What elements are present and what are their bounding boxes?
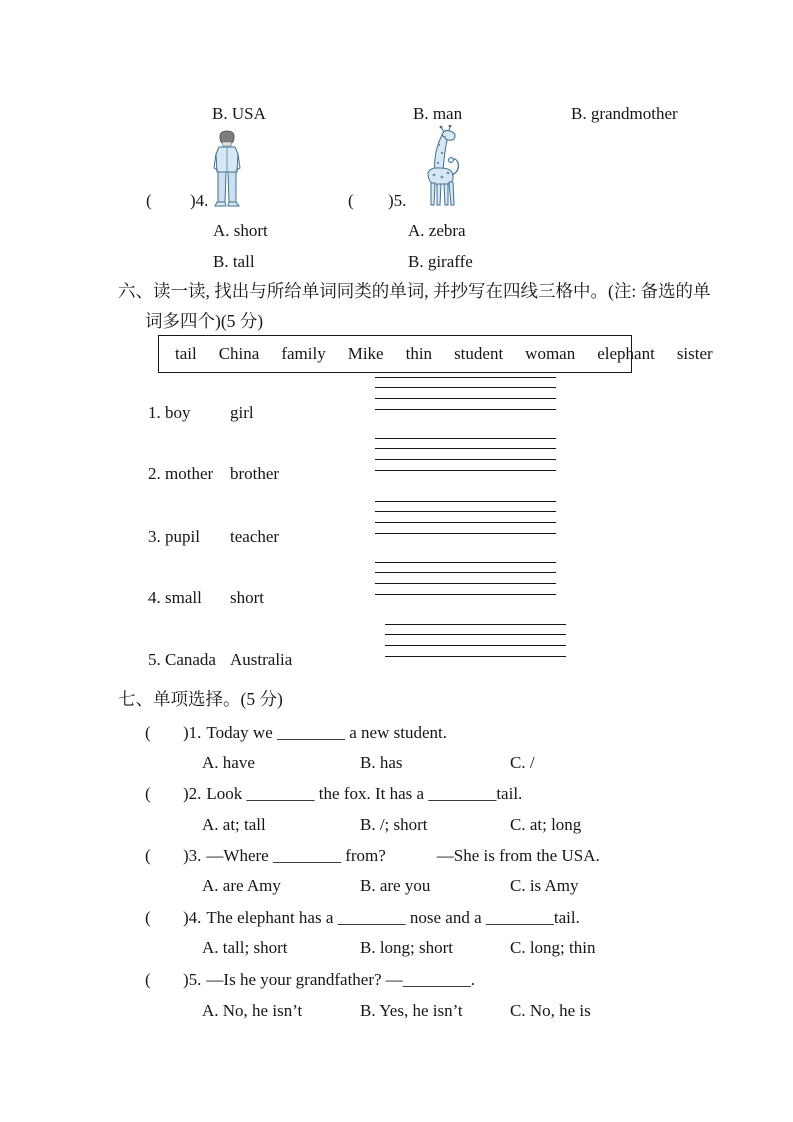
mcq5-option-b: B. Yes, he isn’t xyxy=(360,1001,463,1020)
mcq3-option-b: B. are you xyxy=(360,876,431,895)
answer-paren-mcq3: ( xyxy=(145,846,151,865)
word-bank-word: family xyxy=(281,344,326,363)
word-bank-word: woman xyxy=(525,344,576,363)
question-number-q5: )5. xyxy=(388,191,407,210)
mcq3-stem-line xyxy=(183,846,600,866)
mcq4-stem: The elephant has a ________ nose and a ________tail. xyxy=(206,908,580,927)
word-bank-word: thin xyxy=(405,344,433,363)
writing-grid-3[interactable] xyxy=(375,501,556,534)
mcq4-stem-line xyxy=(183,908,580,928)
mcq3-option-a: A. are Amy xyxy=(202,876,281,895)
mcq5-stem-line xyxy=(183,970,475,990)
mcq5-number: )5. xyxy=(183,970,202,989)
writing-grid-5[interactable] xyxy=(385,624,566,657)
mcq4-number: )4. xyxy=(183,908,202,927)
match-item-label: 1. boy xyxy=(148,403,191,422)
mcq1-option-b: B. has xyxy=(360,753,403,772)
match-item-word2: girl xyxy=(230,403,254,422)
answer-paren-q5: ( xyxy=(348,191,354,210)
q5-option-a: A. zebra xyxy=(408,221,466,240)
word-bank-word: sister xyxy=(676,344,713,363)
mcq2-number: )2. xyxy=(183,784,202,803)
section-six-heading-line1: 六、读一读, 找出与所给单词同类的单词, 并抄写在四线三格中。(注: 备选的单 xyxy=(118,281,711,301)
mcq2-stem-line xyxy=(183,784,522,804)
word-bank-word: student xyxy=(454,344,504,363)
q4-option-a: A. short xyxy=(213,221,268,240)
top-option-usa: B. USA xyxy=(212,104,266,123)
mcq5-option-a: A. No, he isn’t xyxy=(202,1001,303,1020)
mcq2-stem: Look ________ the fox. It has a ________tail. xyxy=(206,784,523,803)
top-option-man: B. man xyxy=(413,104,463,123)
writing-grid-1[interactable] xyxy=(375,377,556,410)
match-item-3 xyxy=(148,527,368,545)
mcq4-option-c: C. long; thin xyxy=(510,938,596,957)
mcq2-option-a: A. at; tall xyxy=(202,815,266,834)
mcq3-stem: —Where ________ from? —She is from the USA. xyxy=(206,846,600,865)
word-bank-word: Mike xyxy=(347,344,384,363)
answer-paren-mcq1: ( xyxy=(145,723,151,742)
section-six-heading-line2: 词多四个)(5 分) xyxy=(145,311,264,331)
match-item-word2: Australia xyxy=(230,650,293,669)
word-bank-word: elephant xyxy=(597,344,655,363)
match-item-2 xyxy=(148,464,368,482)
mcq3-number: )3. xyxy=(183,846,202,865)
mcq1-stem: Today we ________ a new student. xyxy=(206,723,447,742)
mcq2-option-c: C. at; long xyxy=(510,815,582,834)
mcq4-option-b: B. long; short xyxy=(360,938,454,957)
word-bank xyxy=(158,335,713,373)
mcq1-option-a: A. have xyxy=(202,753,255,772)
word-bank-word: tail xyxy=(175,344,197,363)
q4-option-b: B. tall xyxy=(213,252,255,271)
mcq5-stem: —Is he your grandfather? —________. xyxy=(206,970,476,989)
mcq5-option-c: C. No, he is xyxy=(510,1001,591,1020)
section-seven-heading: 七、单项选择。(5 分) xyxy=(118,689,283,709)
top-option-grandmother: B. grandmother xyxy=(571,104,678,123)
answer-paren-q4: ( xyxy=(146,191,152,210)
match-item-4 xyxy=(148,588,368,606)
answer-paren-mcq2: ( xyxy=(145,784,151,803)
match-item-label: 2. mother xyxy=(148,464,214,483)
match-item-1 xyxy=(148,403,368,421)
mcq3-option-c: C. is Amy xyxy=(510,876,579,895)
mcq2-option-b: B. /; short xyxy=(360,815,428,834)
writing-grid-4[interactable] xyxy=(375,562,556,595)
match-item-label: 4. small xyxy=(148,588,202,607)
giraffe-figure-image xyxy=(420,125,466,209)
q5-option-b: B. giraffe xyxy=(408,252,473,271)
match-item-word2: short xyxy=(230,588,264,607)
match-item-word2: brother xyxy=(230,464,280,483)
match-item-word2: teacher xyxy=(230,527,280,546)
mcq1-option-c: C. / xyxy=(510,753,535,772)
match-item-label: 3. pupil xyxy=(148,527,200,546)
mcq4-option-a: A. tall; short xyxy=(202,938,288,957)
answer-paren-mcq5: ( xyxy=(145,970,151,989)
mcq1-number: )1. xyxy=(183,723,202,742)
mcq1-stem-line xyxy=(183,723,447,743)
word-bank-word: China xyxy=(218,344,260,363)
match-item-label: 5. Canada xyxy=(148,650,216,669)
match-item-5 xyxy=(148,650,368,668)
writing-grid-2[interactable] xyxy=(375,438,556,471)
question-number-q4: )4. xyxy=(190,191,209,210)
man-figure-image xyxy=(209,130,245,208)
answer-paren-mcq4: ( xyxy=(145,908,151,927)
